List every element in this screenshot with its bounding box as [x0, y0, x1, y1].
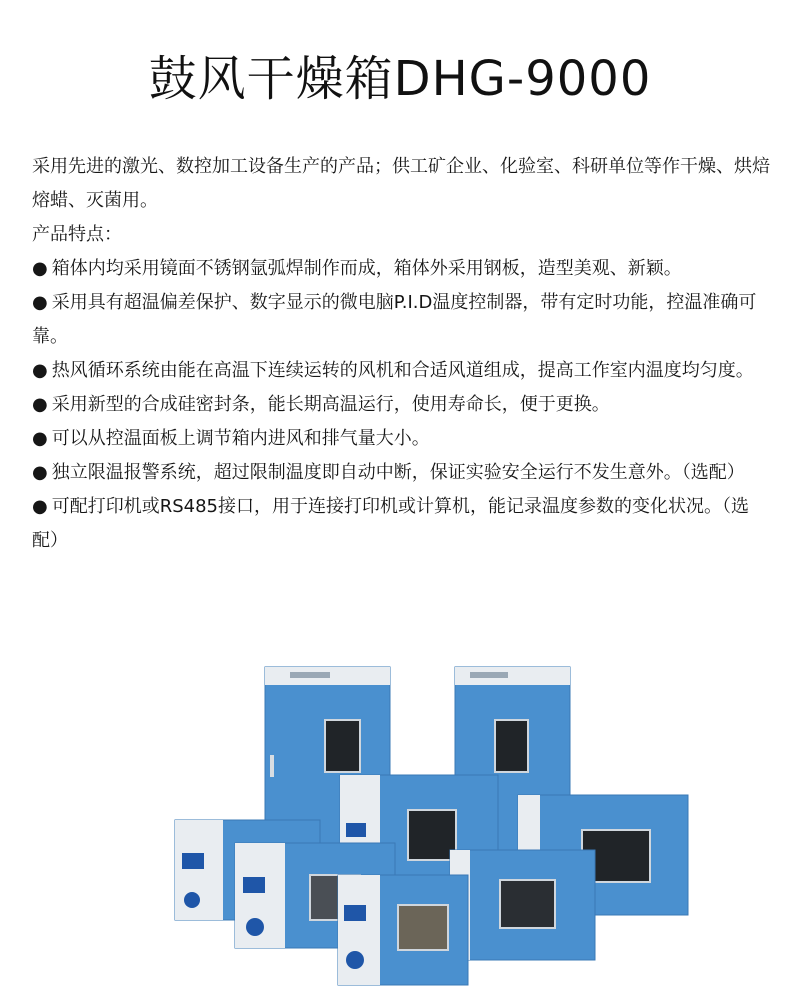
bullet-dot: ● — [32, 360, 48, 381]
feature-item — [32, 252, 772, 286]
feature-item — [32, 456, 772, 490]
feature-list — [32, 252, 772, 558]
bullet-dot: ● — [32, 258, 48, 279]
feature-text: 可配打印机或RS485接口，用于连接打印机或计算机，能记录温度参数的变化状况。（选配） — [32, 496, 750, 551]
page-title: 鼓风干燥箱DHG-9000 — [148, 51, 652, 107]
feature-text: 热风循环系统由能在高温下连续运转的风机和合适风道组成，提高工作室内温度均匀度。 — [51, 360, 754, 381]
intro-paragraph: 采用先进的激光、数控加工设备生产的产品；供工矿企业、化验室、科研单位等作干燥、烘焙熔蜡、灭菌用。 — [32, 156, 770, 211]
drying-oven-group-image — [150, 655, 710, 990]
feature-text: 独立限温报警系统，超过限制温度即自动中断，保证实验安全运行不发生意外。（选配） — [51, 462, 745, 483]
feature-text: 采用具有超温偏差保护、数字显示的微电脑P.I.D温度控制器，带有定时功能，控温准确可靠。 — [32, 292, 757, 347]
front-center-oven — [338, 875, 468, 985]
product-description — [32, 150, 772, 558]
bullet-dot: ● — [32, 292, 48, 313]
feature-text: 可以从控温面板上调节箱内进风和排气量大小。 — [51, 428, 430, 449]
product-photo — [150, 655, 710, 990]
feature-text: 采用新型的合成硅密封条，能长期高温运行，使用寿命长，便于更换。 — [51, 394, 610, 415]
feature-text: 箱体内均采用镜面不锈钢氩弧焊制作而成，箱体外采用钢板，造型美观、新颖。 — [51, 258, 682, 279]
bullet-dot: ● — [32, 496, 48, 517]
feature-item — [32, 422, 772, 456]
features-heading: 产品特点： — [32, 224, 122, 245]
feature-item — [32, 388, 772, 422]
feature-item — [32, 490, 772, 558]
feature-item — [32, 354, 772, 388]
bullet-dot: ● — [32, 428, 48, 449]
bullet-dot: ● — [32, 462, 48, 483]
bullet-dot: ● — [32, 394, 48, 415]
front-right-oven — [450, 850, 595, 960]
feature-item — [32, 286, 772, 354]
